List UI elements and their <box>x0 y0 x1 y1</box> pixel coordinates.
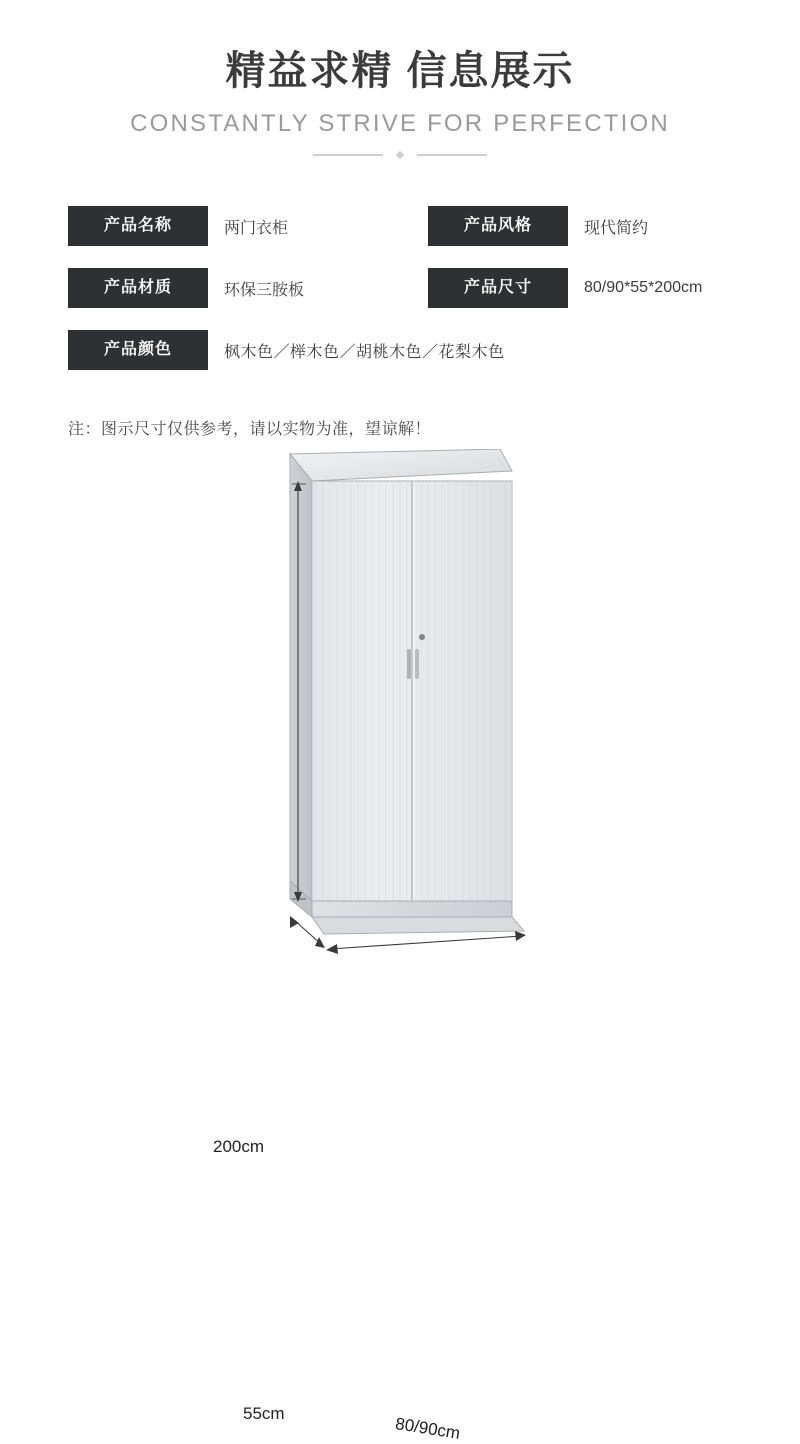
arrow-depth-end <box>315 937 325 948</box>
spec-table <box>0 206 800 370</box>
spec-value: 两门衣柜 <box>224 219 289 237</box>
spec-row <box>68 206 732 246</box>
spec-label: 产品名称 <box>68 206 208 246</box>
dimension-label-width: 80/90cm <box>394 1414 462 1443</box>
divider-line-left <box>313 154 383 156</box>
spec-label: 产品材质 <box>68 268 208 308</box>
cabinet-top <box>290 449 512 481</box>
spec-item-product-color <box>68 330 505 370</box>
spec-row <box>68 330 732 370</box>
disclaimer-note: 注：图示尺寸仅供参考，请以实物为准，望谅解！ <box>68 421 432 438</box>
divider <box>0 152 800 158</box>
wardrobe-illustration <box>0 449 800 1009</box>
spec-item-product-name <box>68 206 428 246</box>
cabinet-floor-shadow <box>312 917 524 934</box>
spec-value: 环保三胺板 <box>224 281 305 299</box>
dimension-label-depth: 55cm <box>243 1404 285 1423</box>
spec-row <box>68 268 732 308</box>
page-subtitle: CONSTANTLY STRIVE FOR PERFECTION <box>130 110 670 137</box>
spec-value: 80/90*55*200cm <box>584 279 703 296</box>
spec-item-product-size <box>428 268 702 308</box>
spec-label: 产品风格 <box>428 206 568 246</box>
cabinet-left-side <box>290 454 312 901</box>
door-handle-right <box>415 649 419 679</box>
divider-diamond <box>396 151 404 159</box>
spec-item-product-style <box>428 206 648 246</box>
spec-item-product-material <box>68 268 428 308</box>
door-handle-left <box>407 649 411 679</box>
spec-value: 现代简约 <box>584 219 649 237</box>
cabinet-base-front <box>312 901 512 917</box>
spec-value: 枫木色／榉木色／胡桃木色／花梨木色 <box>224 343 505 361</box>
dimension-label-height: 200cm <box>213 1137 265 1156</box>
arrow-width-start <box>326 944 338 954</box>
spec-label: 产品尺寸 <box>428 268 568 308</box>
product-diagram <box>0 449 800 1443</box>
arrow-depth-start <box>290 916 299 928</box>
divider-line-right <box>417 154 487 156</box>
dimension-line-width <box>330 936 522 949</box>
arrow-width-end <box>515 931 526 941</box>
page-header <box>0 0 800 158</box>
spec-label: 产品颜色 <box>68 330 208 370</box>
door-lock-icon <box>419 634 425 640</box>
page-title: 精益求精 信息展示 <box>225 49 575 93</box>
